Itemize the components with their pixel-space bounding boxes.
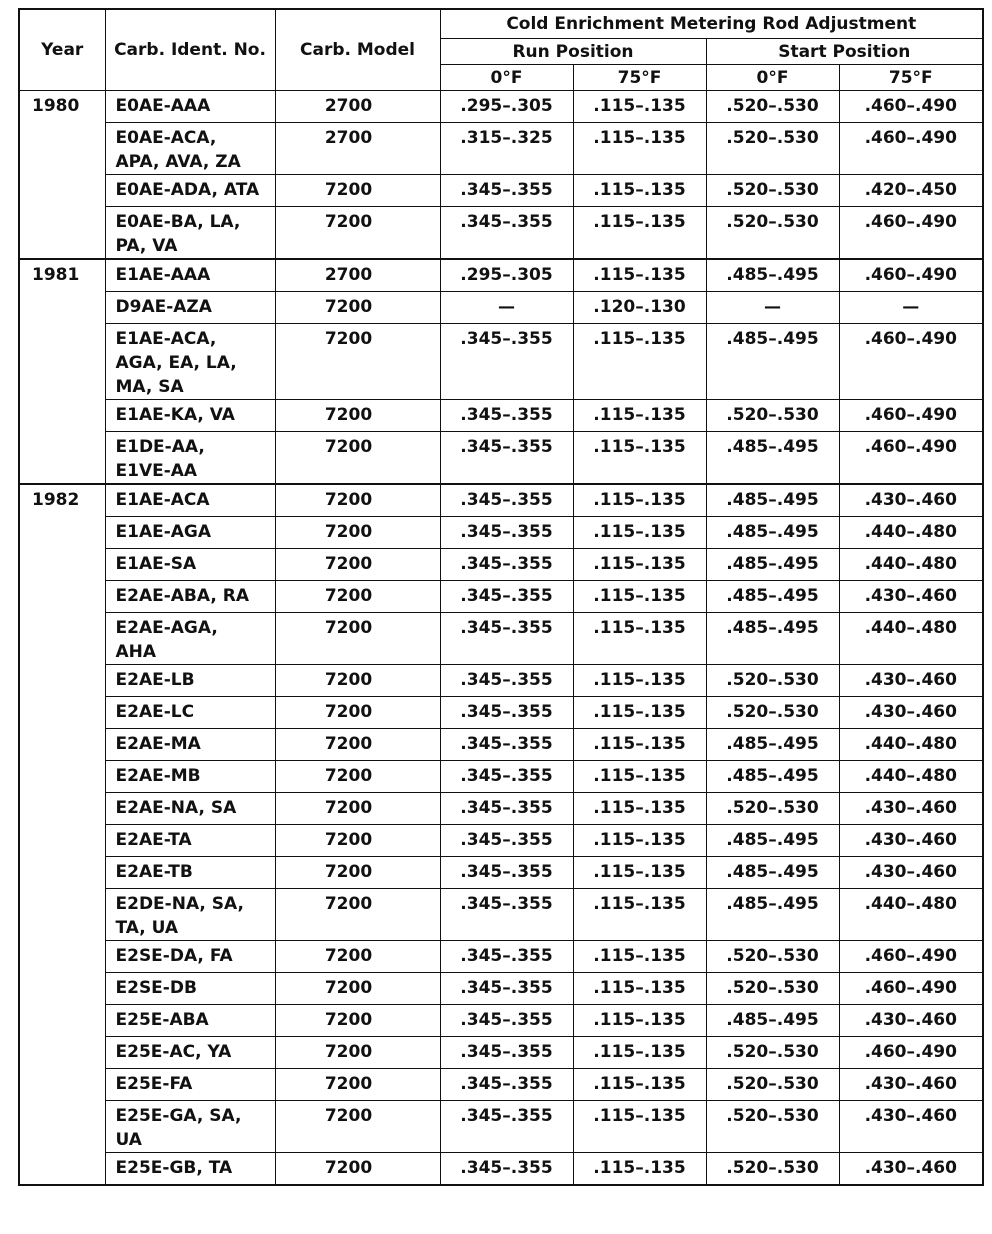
start-0f-cell: .485–.495 (706, 484, 839, 517)
header-year: Year (19, 9, 105, 91)
table-row (19, 292, 983, 324)
start-75f-cell: .430–.460 (839, 697, 983, 729)
header-start-0f: 0°F (706, 65, 839, 91)
year-group-1982 (19, 484, 983, 1185)
carb-model-cell: 7200 (275, 889, 440, 941)
table-row (19, 1153, 983, 1186)
carb-ident-cell: E0AE-AAA (105, 91, 275, 123)
header-run-0f: 0°F (440, 65, 573, 91)
start-0f-cell: .520–.530 (706, 91, 839, 123)
table-row (19, 549, 983, 581)
header-cold-enrichment: Cold Enrichment Metering Rod Adjustment (440, 9, 983, 39)
carb-ident-cell: E2SE-DB (105, 973, 275, 1005)
carb-model-cell: 7200 (275, 517, 440, 549)
carb-ident-cell: E2DE-NA, SA, TA, UA (105, 889, 275, 941)
table-row (19, 761, 983, 793)
start-0f-cell: .520–.530 (706, 1101, 839, 1153)
start-0f-cell: .520–.530 (706, 123, 839, 175)
start-0f-cell: .485–.495 (706, 613, 839, 665)
carb-model-cell: 7200 (275, 665, 440, 697)
year-cell: 1982 (19, 484, 105, 1185)
start-75f-cell: .430–.460 (839, 793, 983, 825)
run-75f-cell: .115–.135 (573, 517, 706, 549)
start-0f-cell: .520–.530 (706, 973, 839, 1005)
carb-ident-cell: E2AE-AGA, AHA (105, 613, 275, 665)
start-75f-cell: .430–.460 (839, 1005, 983, 1037)
carb-model-cell: 7200 (275, 1037, 440, 1069)
start-75f-cell: .430–.460 (839, 665, 983, 697)
run-0f-cell: .345–.355 (440, 400, 573, 432)
run-0f-cell: .345–.355 (440, 432, 573, 485)
start-75f-cell: .460–.490 (839, 123, 983, 175)
run-0f-cell: .345–.355 (440, 941, 573, 973)
run-75f-cell: .115–.135 (573, 1101, 706, 1153)
start-0f-cell: .485–.495 (706, 729, 839, 761)
carb-ident-cell: E1AE-AGA (105, 517, 275, 549)
carb-ident-cell: E2AE-TA (105, 825, 275, 857)
run-75f-cell: .115–.135 (573, 665, 706, 697)
run-0f-cell: .345–.355 (440, 1005, 573, 1037)
start-0f-cell: .485–.495 (706, 432, 839, 485)
start-75f-cell: .440–.480 (839, 729, 983, 761)
carb-model-cell: 7200 (275, 1069, 440, 1101)
header-carb-model: Carb. Model (275, 9, 440, 91)
carb-model-cell: 7200 (275, 1005, 440, 1037)
start-75f-cell: .460–.490 (839, 1037, 983, 1069)
start-75f-cell: .430–.460 (839, 1069, 983, 1101)
start-0f-cell: .520–.530 (706, 941, 839, 973)
carb-ident-cell: E2AE-LC (105, 697, 275, 729)
run-75f-cell: .115–.135 (573, 91, 706, 123)
run-75f-cell: .115–.135 (573, 432, 706, 485)
carb-model-cell: 7200 (275, 484, 440, 517)
carb-ident-cell: E1DE-AA, E1VE-AA (105, 432, 275, 485)
carb-model-cell: 7200 (275, 207, 440, 260)
start-75f-cell: .460–.490 (839, 324, 983, 400)
table-row (19, 973, 983, 1005)
table-row (19, 941, 983, 973)
year-cell: 1981 (19, 259, 105, 484)
table-header (19, 9, 983, 91)
start-75f-cell: .460–.490 (839, 973, 983, 1005)
carb-model-cell: 7200 (275, 1153, 440, 1186)
run-75f-cell: .115–.135 (573, 324, 706, 400)
carb-ident-cell: E25E-FA (105, 1069, 275, 1101)
header-carb-ident: Carb. Ident. No. (105, 9, 275, 91)
carb-model-cell: 7200 (275, 400, 440, 432)
run-75f-cell: .115–.135 (573, 793, 706, 825)
carb-ident-cell: E2SE-DA, FA (105, 941, 275, 973)
start-0f-cell: — (706, 292, 839, 324)
run-0f-cell: .345–.355 (440, 484, 573, 517)
run-0f-cell: .345–.355 (440, 1069, 573, 1101)
run-75f-cell: .115–.135 (573, 1037, 706, 1069)
run-75f-cell: .115–.135 (573, 549, 706, 581)
start-0f-cell: .520–.530 (706, 1037, 839, 1069)
table-row (19, 1069, 983, 1101)
start-75f-cell: .440–.480 (839, 613, 983, 665)
start-75f-cell: .440–.480 (839, 549, 983, 581)
carb-ident-cell: E0AE-ACA, APA, AVA, ZA (105, 123, 275, 175)
carburetor-spec-table (18, 8, 984, 1186)
carb-ident-cell: E1AE-ACA, AGA, EA, LA, MA, SA (105, 324, 275, 400)
carb-model-cell: 2700 (275, 91, 440, 123)
run-0f-cell: .295–.305 (440, 259, 573, 292)
start-0f-cell: .520–.530 (706, 1153, 839, 1186)
table-row (19, 123, 983, 175)
run-75f-cell: .115–.135 (573, 857, 706, 889)
start-0f-cell: .520–.530 (706, 697, 839, 729)
start-75f-cell: .460–.490 (839, 259, 983, 292)
carb-ident-cell: E2AE-NA, SA (105, 793, 275, 825)
carb-model-cell: 7200 (275, 857, 440, 889)
run-0f-cell: .345–.355 (440, 1101, 573, 1153)
start-75f-cell: — (839, 292, 983, 324)
carb-model-cell: 7200 (275, 175, 440, 207)
run-75f-cell: .115–.135 (573, 1005, 706, 1037)
run-75f-cell: .115–.135 (573, 175, 706, 207)
carb-ident-cell: E1AE-ACA (105, 484, 275, 517)
run-75f-cell: .115–.135 (573, 1069, 706, 1101)
carb-model-cell: 7200 (275, 825, 440, 857)
start-75f-cell: .440–.480 (839, 517, 983, 549)
table-row (19, 729, 983, 761)
table-row (19, 1037, 983, 1069)
carb-model-cell: 7200 (275, 973, 440, 1005)
table-row (19, 613, 983, 665)
start-0f-cell: .520–.530 (706, 665, 839, 697)
carb-ident-cell: D9AE-AZA (105, 292, 275, 324)
start-0f-cell: .485–.495 (706, 857, 839, 889)
start-75f-cell: .460–.490 (839, 207, 983, 260)
run-0f-cell: .345–.355 (440, 793, 573, 825)
start-0f-cell: .520–.530 (706, 207, 839, 260)
carb-ident-cell: E2AE-ABA, RA (105, 581, 275, 613)
carb-model-cell: 7200 (275, 793, 440, 825)
header-start-75f: 75°F (839, 65, 983, 91)
start-75f-cell: .430–.460 (839, 581, 983, 613)
table-row (19, 825, 983, 857)
run-75f-cell: .115–.135 (573, 484, 706, 517)
table-row (19, 207, 983, 260)
start-0f-cell: .485–.495 (706, 259, 839, 292)
carb-model-cell: 7200 (275, 581, 440, 613)
run-75f-cell: .120–.130 (573, 292, 706, 324)
table-row (19, 517, 983, 549)
start-0f-cell: .485–.495 (706, 581, 839, 613)
run-0f-cell: .345–.355 (440, 581, 573, 613)
run-0f-cell: .345–.355 (440, 207, 573, 260)
header-run-position: Run Position (440, 39, 706, 65)
header-start-position: Start Position (706, 39, 983, 65)
start-75f-cell: .430–.460 (839, 1101, 983, 1153)
run-0f-cell: .345–.355 (440, 517, 573, 549)
carb-model-cell: 7200 (275, 613, 440, 665)
start-0f-cell: .485–.495 (706, 889, 839, 941)
run-0f-cell: .345–.355 (440, 889, 573, 941)
carb-ident-cell: E25E-AC, YA (105, 1037, 275, 1069)
start-0f-cell: .485–.495 (706, 517, 839, 549)
carb-ident-cell: E25E-GA, SA, UA (105, 1101, 275, 1153)
start-0f-cell: .520–.530 (706, 175, 839, 207)
table-row (19, 400, 983, 432)
run-0f-cell: .345–.355 (440, 613, 573, 665)
start-0f-cell: .485–.495 (706, 324, 839, 400)
run-0f-cell: — (440, 292, 573, 324)
run-0f-cell: .295–.305 (440, 91, 573, 123)
table-row (19, 91, 983, 123)
run-75f-cell: .115–.135 (573, 581, 706, 613)
year-group-1980 (19, 91, 983, 260)
carb-model-cell: 7200 (275, 432, 440, 485)
carb-ident-cell: E25E-GB, TA (105, 1153, 275, 1186)
start-0f-cell: .485–.495 (706, 1005, 839, 1037)
run-75f-cell: .115–.135 (573, 941, 706, 973)
start-75f-cell: .430–.460 (839, 1153, 983, 1186)
table-row (19, 857, 983, 889)
run-0f-cell: .345–.355 (440, 825, 573, 857)
run-75f-cell: .115–.135 (573, 889, 706, 941)
run-75f-cell: .115–.135 (573, 825, 706, 857)
carb-ident-cell: E2AE-MA (105, 729, 275, 761)
carb-model-cell: 7200 (275, 697, 440, 729)
carb-ident-cell: E0AE-BA, LA, PA, VA (105, 207, 275, 260)
start-75f-cell: .460–.490 (839, 941, 983, 973)
run-75f-cell: .115–.135 (573, 1153, 706, 1186)
carb-ident-cell: E0AE-ADA, ATA (105, 175, 275, 207)
table-row (19, 697, 983, 729)
run-0f-cell: .345–.355 (440, 665, 573, 697)
start-75f-cell: .460–.490 (839, 400, 983, 432)
table-row (19, 889, 983, 941)
run-75f-cell: .115–.135 (573, 123, 706, 175)
carb-model-cell: 7200 (275, 729, 440, 761)
table-row (19, 581, 983, 613)
spec-table-container (18, 8, 982, 1186)
carb-model-cell: 2700 (275, 123, 440, 175)
table-row (19, 175, 983, 207)
table-row (19, 665, 983, 697)
carb-ident-cell: E25E-ABA (105, 1005, 275, 1037)
run-0f-cell: .345–.355 (440, 973, 573, 1005)
start-0f-cell: .485–.495 (706, 761, 839, 793)
start-75f-cell: .440–.480 (839, 761, 983, 793)
carb-ident-cell: E1AE-AAA (105, 259, 275, 292)
carb-model-cell: 7200 (275, 761, 440, 793)
start-0f-cell: .485–.495 (706, 549, 839, 581)
start-75f-cell: .430–.460 (839, 825, 983, 857)
run-0f-cell: .345–.355 (440, 1037, 573, 1069)
run-75f-cell: .115–.135 (573, 697, 706, 729)
carb-model-cell: 7200 (275, 941, 440, 973)
start-75f-cell: .440–.480 (839, 889, 983, 941)
table-row (19, 1101, 983, 1153)
carb-ident-cell: E2AE-LB (105, 665, 275, 697)
run-0f-cell: .345–.355 (440, 697, 573, 729)
start-0f-cell: .520–.530 (706, 1069, 839, 1101)
start-0f-cell: .520–.530 (706, 400, 839, 432)
run-75f-cell: .115–.135 (573, 761, 706, 793)
run-0f-cell: .345–.355 (440, 857, 573, 889)
run-75f-cell: .115–.135 (573, 400, 706, 432)
run-0f-cell: .345–.355 (440, 1153, 573, 1186)
run-0f-cell: .315–.325 (440, 123, 573, 175)
run-0f-cell: .345–.355 (440, 729, 573, 761)
table-row (19, 484, 983, 517)
table-row (19, 1005, 983, 1037)
table-row (19, 793, 983, 825)
carb-ident-cell: E1AE-KA, VA (105, 400, 275, 432)
header-run-75f: 75°F (573, 65, 706, 91)
carb-ident-cell: E2AE-TB (105, 857, 275, 889)
carb-model-cell: 2700 (275, 259, 440, 292)
run-75f-cell: .115–.135 (573, 973, 706, 1005)
run-0f-cell: .345–.355 (440, 175, 573, 207)
carb-ident-cell: E1AE-SA (105, 549, 275, 581)
start-75f-cell: .430–.460 (839, 484, 983, 517)
run-75f-cell: .115–.135 (573, 613, 706, 665)
run-75f-cell: .115–.135 (573, 207, 706, 260)
start-0f-cell: .520–.530 (706, 793, 839, 825)
carb-ident-cell: E2AE-MB (105, 761, 275, 793)
start-75f-cell: .430–.460 (839, 857, 983, 889)
run-75f-cell: .115–.135 (573, 259, 706, 292)
start-75f-cell: .460–.490 (839, 91, 983, 123)
start-0f-cell: .485–.495 (706, 825, 839, 857)
run-75f-cell: .115–.135 (573, 729, 706, 761)
carb-model-cell: 7200 (275, 292, 440, 324)
run-0f-cell: .345–.355 (440, 761, 573, 793)
run-0f-cell: .345–.355 (440, 549, 573, 581)
table-row (19, 432, 983, 485)
start-75f-cell: .460–.490 (839, 432, 983, 485)
table-row (19, 259, 983, 292)
year-group-1981 (19, 259, 983, 484)
table-row (19, 324, 983, 400)
year-cell: 1980 (19, 91, 105, 260)
run-0f-cell: .345–.355 (440, 324, 573, 400)
start-75f-cell: .420–.450 (839, 175, 983, 207)
carb-model-cell: 7200 (275, 1101, 440, 1153)
carb-model-cell: 7200 (275, 549, 440, 581)
carb-model-cell: 7200 (275, 324, 440, 400)
